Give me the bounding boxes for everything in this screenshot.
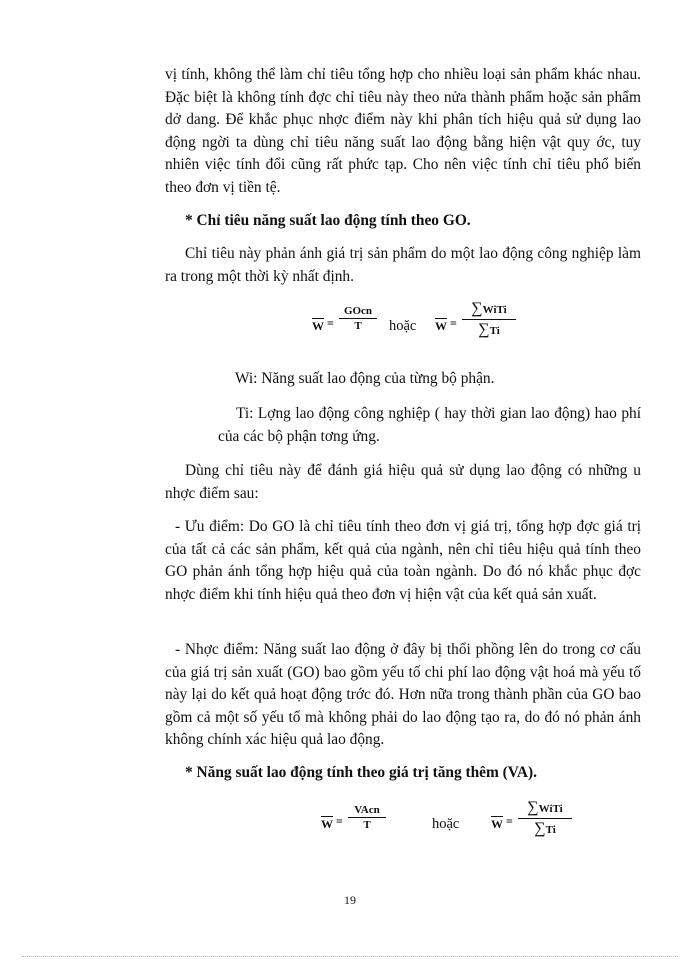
formula-numerator-text: WiTi — [482, 304, 507, 316]
formula-equals: = — [506, 814, 513, 828]
formula-equals: = — [450, 316, 457, 330]
definition-wi: Wi: Năng suất lao động của từng bộ phận. — [235, 370, 495, 387]
formula-numerator-text: WiTi — [538, 803, 563, 815]
formula-denominator-text: Ti — [545, 824, 556, 836]
formula-fraction-vacn — [348, 804, 386, 831]
formula-w-symbol: W — [321, 817, 333, 831]
heading-go: * Chỉ tiêu năng suất lao động tính theo GO. — [185, 212, 471, 229]
paragraph-intro: vị tính, không thể làm chỉ tiêu tổng hợp cho nhiều loại sản phẩm khác nhau. Đặc biệt là không tính đợc chỉ tiêu này theo nửa thành phẩm hoặc sản phẩm dở dang. Để khắc phục nhợc điểm này khi phân tích hiệu quả sử dụng lao động ngời ta dùng chỉ tiêu năng suất lao động bằng hiện vật quy ớc, tuy nhiên việc tính đổi cũng rất phức tạp. Cho nên việc tính chỉ tiêu phổ biến theo đơn vị tiền tệ. — [165, 66, 641, 196]
formula-or-text: hoặc — [389, 318, 417, 334]
page-bottom-divider — [22, 956, 678, 957]
formula-denominator: T — [354, 320, 362, 332]
paragraph-advantages: - Ưu điểm: Do GO là chỉ tiêu tính theo đơn vị giá trị, tổng hợp đợc giá trị của tất cả các sản phẩm, kết quả của ngành, nên chỉ tiêu hiệu quả tính theo GO phản ánh tổng hợp hiệu quả của toàn ngành. Do đó nó khắc phục đợc nhợc điểm khi tính hiệu quả theo đơn vị hiện vật của kết quả sản xuất. — [165, 518, 641, 603]
formula-w-symbol: W — [435, 319, 447, 333]
formula-w-symbol: W — [312, 319, 324, 333]
formula-fraction-gocn — [339, 305, 377, 332]
sigma-symbol: ∑ — [534, 820, 546, 837]
paragraph-disadvantages: - Nhợc điểm: Năng suất lao động ở đây bị thổi phồng lên do trong cơ cấu của giá trị sản xuất (GO) bao gồm yếu tố chi phí lao động vật hoá mà yếu tố này lại do kết quả hoạt động trớc đó. Hơn nữa trong thành phần của GO bao gồm cả một số yếu tố mà không phải do lao động tạo ra, do đó nó phản ánh không chính xác hiệu quả lao động. — [165, 641, 641, 748]
formula-numerator: GOcn — [339, 305, 377, 319]
formula-denominator: T — [363, 819, 371, 831]
heading-va: * Năng suất lao động tính theo giá trị tăng thêm (VA). — [185, 764, 538, 781]
formula-fraction-sum — [462, 300, 516, 339]
sigma-symbol: ∑ — [471, 300, 483, 317]
sigma-symbol: ∑ — [527, 799, 539, 816]
formula-equals: = — [327, 316, 334, 330]
definition-ti: Ti: Lợng lao động công nghiệp ( hay thời gian lao động) hao phí của các bộ phận tơng ứng. — [218, 405, 641, 445]
formula-denominator — [518, 819, 572, 838]
formula-numerator — [518, 799, 572, 819]
formula-equals: = — [336, 814, 343, 828]
formula-fraction-sum — [518, 799, 572, 838]
formula-numerator — [462, 300, 516, 320]
paragraph-go-description: Chỉ tiêu này phản ánh giá trị sản phẩm do một lao động công nghiệp làm ra trong một thời kỳ nhất định. — [165, 245, 641, 285]
formula-or-text: hoặc — [432, 816, 460, 832]
formula-w-symbol: W — [491, 817, 503, 831]
formula-denominator-text: Ti — [489, 325, 500, 337]
sigma-symbol: ∑ — [478, 321, 490, 338]
page-number: 19 — [344, 893, 356, 907]
formula-denominator — [462, 320, 516, 339]
paragraph-pros-cons-intro: Dùng chỉ tiêu này để đánh giá hiệu quả sử dụng lao động có những u nhợc điểm sau: — [165, 462, 641, 502]
formula-numerator: VAcn — [348, 804, 386, 818]
